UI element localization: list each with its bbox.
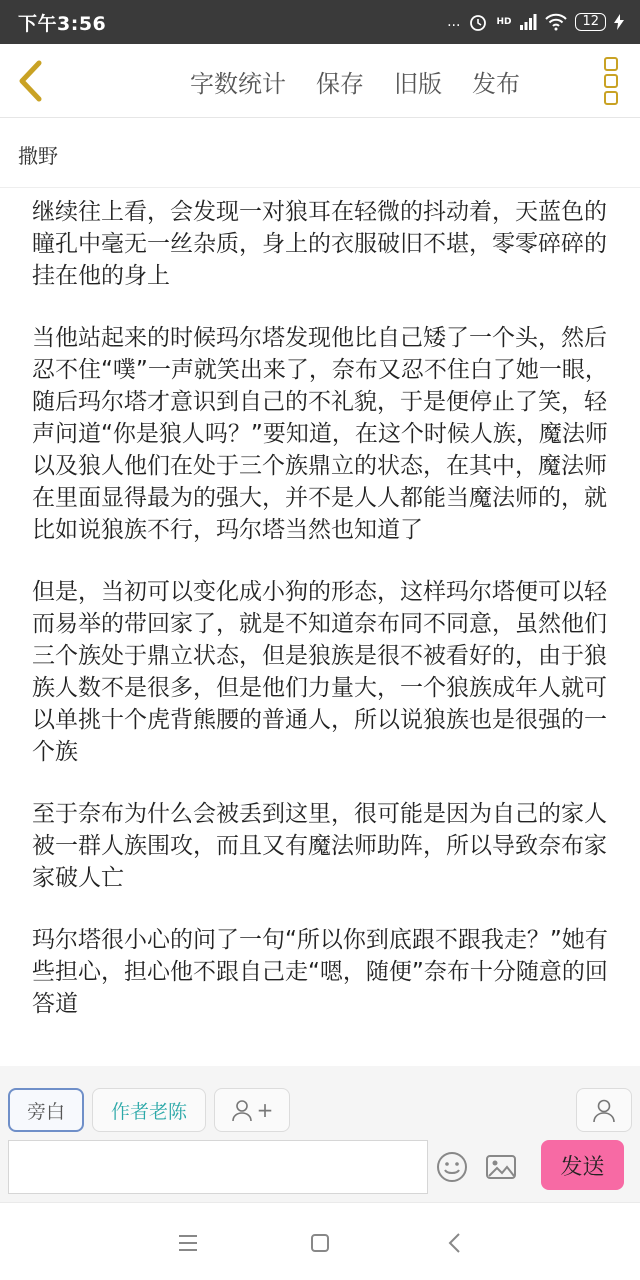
publish-button[interactable]: 发布	[472, 69, 520, 98]
menu-icon	[175, 1230, 201, 1256]
more-dot	[604, 74, 618, 88]
status-bar	[0, 0, 640, 44]
send-button[interactable]: 发送	[541, 1140, 624, 1190]
author-role-button[interactable]: 作者老陈	[92, 1088, 206, 1132]
story-content[interactable]	[32, 196, 612, 1062]
toolbar-actions	[190, 44, 550, 118]
alarm-icon	[468, 12, 488, 32]
more-dot	[604, 57, 618, 71]
word-count-button[interactable]: 字数统计	[190, 69, 286, 98]
status-time: 下午3:56	[18, 12, 107, 35]
emoji-icon	[435, 1150, 469, 1184]
emoji-button[interactable]	[435, 1150, 469, 1184]
paragraph: 继续往上看，会发现一对狼耳在轻微的抖动着，天蓝色的瞳孔中毫无一丝杂质，身上的衣服破旧不堪，零零碎碎的挂在他的身上	[32, 199, 607, 289]
chapter-header	[0, 118, 640, 188]
network-type-label: HD	[496, 17, 512, 27]
back-nav-button[interactable]	[442, 1230, 468, 1256]
editor-toolbar	[0, 44, 640, 118]
battery-level: 12	[575, 13, 606, 31]
wifi-icon	[545, 13, 567, 31]
more-dot	[604, 91, 618, 105]
home-button[interactable]	[307, 1230, 333, 1256]
add-character-button[interactable]	[214, 1088, 290, 1132]
back-button[interactable]	[14, 60, 48, 102]
paragraph: 但是，当初可以变化成小狗的形态，这样玛尔塔便可以轻而易举的带回家了，就是不知道奈布同不同意，虽然他们三个族处于鼎立状态，但是狼族是很不被看好的，由于狼族人数不是很多，但是他们力量大，一个狼族成年人就可以单挑十个虎背熊腰的普通人，所以说狼族也是很强的一个族	[32, 579, 607, 765]
message-input[interactable]	[8, 1140, 428, 1194]
status-dots: ...	[447, 14, 461, 30]
signal-icon	[519, 13, 537, 31]
user-role-button[interactable]	[576, 1088, 632, 1132]
old-version-button[interactable]: 旧版	[394, 69, 442, 98]
image-button[interactable]	[484, 1150, 518, 1184]
plus-label: +	[256, 1098, 274, 1122]
narration-role-button[interactable]: 旁白	[8, 1088, 84, 1132]
save-button[interactable]: 保存	[316, 69, 364, 98]
paragraph: 当他站起来的时候玛尔塔发现他比自己矮了一个头，然后忍不住“噗”一声就笑出来了，奈布又忍不住白了她一眼，随后玛尔塔才意识到自己的不礼貌，于是便停止了笑，轻声问道“你是狼人吗？”要知道，在这个时候人族，魔法师以及狼人他们在处于三个族鼎立的状态，在其中，魔法师在里面显得最为的强大，并不是人人都能当魔法师的，就比如说狼族不行，玛尔塔当然也知道了	[32, 325, 608, 543]
user-add-icon	[231, 1098, 255, 1122]
more-vertical-icon[interactable]	[604, 57, 620, 105]
back-triangle-icon	[442, 1230, 468, 1256]
paragraph: 至于奈布为什么会被丢到这里，很可能是因为自己的家人被一群人族围攻，而且又有魔法师助阵，所以导致奈布家家破人亡	[32, 801, 607, 891]
status-icons	[447, 12, 624, 32]
menu-button[interactable]	[175, 1230, 201, 1256]
user-icon	[591, 1097, 617, 1123]
system-nav-bar	[0, 1202, 640, 1280]
charging-icon	[614, 14, 624, 30]
chevron-left-icon	[14, 60, 48, 102]
home-square-icon	[307, 1230, 333, 1256]
paragraph: 玛尔塔很小心的问了一句“所以你到底跟不跟我走？”她有些担心，担心他不跟自己走“嗯，随便”奈布十分随意的回答道	[32, 927, 608, 1017]
message-composer	[0, 1066, 640, 1202]
image-icon	[484, 1150, 518, 1184]
chapter-title[interactable]: 撒野	[18, 144, 58, 168]
